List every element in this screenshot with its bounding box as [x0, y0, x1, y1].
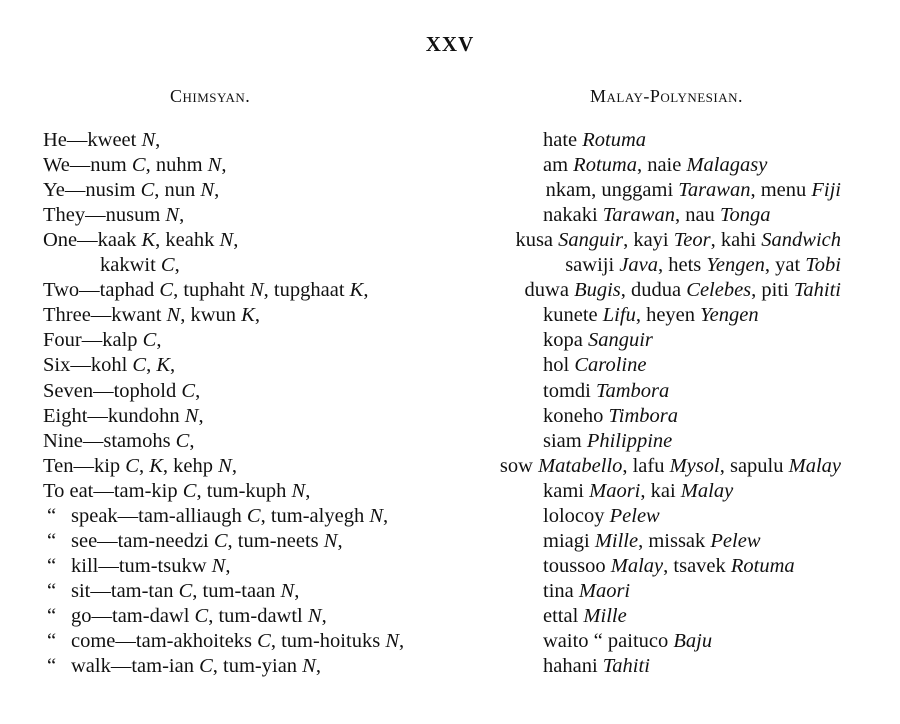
entry-text: , kai — [640, 479, 681, 502]
chimsyan-entry — [47, 504, 388, 529]
entry-text: , tum-dawtl — [208, 604, 308, 627]
chimsyan-entry — [47, 529, 343, 554]
entry-text: , kayi — [623, 229, 674, 252]
entry-text: walk—tam-ian — [71, 655, 200, 678]
chimsyan-entry — [43, 379, 200, 404]
source-abbrev: N — [302, 655, 316, 678]
entry-text: , keahk — [155, 229, 220, 252]
entry-text: go—tam-dawl — [71, 604, 195, 627]
ditto-mark: “ — [47, 630, 57, 652]
entry-text: kill—tum-tsukw — [71, 554, 212, 577]
malay-polynesian-entry — [543, 303, 759, 328]
entry-text: We—num — [43, 154, 132, 177]
malay-polynesian-entry — [543, 328, 653, 353]
source-abbrev: Mysol — [669, 454, 720, 477]
entry-text: , menu — [750, 179, 812, 202]
entry-text: siam — [543, 429, 587, 452]
source-abbrev: C — [194, 604, 209, 627]
entry-text: , — [179, 204, 185, 227]
source-abbrev: Malay — [610, 554, 664, 577]
source-abbrev: N — [307, 604, 322, 627]
entry-text: kami — [543, 479, 590, 502]
entry-text: , — [138, 454, 150, 477]
source-abbrev: N — [165, 204, 180, 227]
chimsyan-entry — [47, 554, 230, 579]
source-abbrev: C — [246, 504, 261, 527]
entry-text: Four—kalp — [43, 329, 143, 352]
source-abbrev: C — [159, 279, 174, 302]
entry-text: , — [214, 179, 220, 202]
entry-text: sawiji — [565, 254, 620, 277]
malay-polynesian-entry — [543, 128, 646, 153]
entry-text: tina — [543, 579, 579, 602]
source-abbrev: N — [280, 579, 295, 602]
entry-text: , — [254, 304, 260, 327]
source-abbrev: Celebes — [686, 279, 752, 302]
source-abbrev: Timbora — [608, 404, 678, 427]
entry-text: , hets — [657, 254, 707, 277]
entry-text: He—kweet — [43, 129, 142, 151]
chimsyan-entry — [47, 654, 321, 679]
entry-text: , — [189, 429, 195, 452]
entry-text: see—tam-needzi — [71, 529, 214, 552]
source-abbrev: C — [181, 379, 196, 402]
source-abbrev: Mille — [594, 529, 639, 552]
source-abbrev: C — [131, 154, 146, 177]
entry-text: , — [315, 655, 321, 678]
entry-text: , — [399, 630, 405, 652]
entry-text: Ten—kip — [43, 454, 126, 477]
source-abbrev: Tambora — [595, 379, 670, 402]
source-abbrev: N — [211, 554, 226, 577]
chimsyan-entry — [43, 479, 310, 504]
malay-polynesian-entry — [546, 178, 841, 203]
chimsyan-entry — [43, 128, 160, 153]
chimsyan-entry — [47, 629, 404, 654]
chimsyan-entry — [43, 228, 238, 253]
ditto-mark: “ — [47, 604, 57, 627]
entry-text: , lafu — [622, 454, 670, 477]
source-abbrev: Rotuma — [730, 554, 795, 577]
chimsyan-entry — [43, 353, 175, 378]
malay-polynesian-entry — [500, 454, 841, 479]
entry-text: miagi — [543, 529, 595, 552]
entry-text: , piti — [751, 279, 794, 302]
entry-text: duwa — [524, 279, 575, 302]
malay-polynesian-entry — [543, 554, 795, 579]
source-abbrev: Tahiti — [793, 279, 841, 302]
source-abbrev: Malagasy — [686, 154, 768, 177]
entry-text: , — [233, 229, 239, 252]
source-abbrev: Fiji — [811, 179, 841, 202]
source-abbrev: K — [156, 354, 171, 377]
entry-text: come—tam-akhoiteks — [71, 630, 258, 652]
entry-text: To eat—tam-kip — [43, 479, 183, 502]
source-abbrev: Rotuma — [573, 154, 637, 177]
source-abbrev: N — [385, 630, 399, 652]
entry-text: sit—tam-tan — [71, 579, 179, 602]
source-abbrev: Pelew — [710, 529, 761, 552]
source-abbrev: N — [166, 304, 181, 327]
entry-text: , — [294, 579, 300, 602]
column-header-chimsyan: Chimsyan. — [170, 86, 251, 106]
entry-text: , — [305, 479, 311, 502]
malay-polynesian-entry — [565, 253, 841, 278]
entry-text: , kahi — [710, 229, 762, 252]
entry-text: , — [221, 154, 227, 177]
source-abbrev: C — [178, 579, 193, 602]
source-abbrev: Sanguir — [587, 329, 653, 352]
malay-polynesian-entry — [525, 278, 841, 303]
entry-text: , sapulu — [719, 454, 789, 477]
entry-text: Seven—tophold — [43, 379, 182, 402]
source-abbrev: Matabello — [538, 454, 623, 477]
entry-text: , nun — [154, 179, 201, 202]
chimsyan-entry — [43, 153, 226, 178]
source-abbrev: Rotuma — [582, 129, 647, 151]
malay-polynesian-entry — [543, 379, 669, 404]
entry-text: , — [155, 129, 161, 151]
entry-text: , — [174, 254, 180, 277]
source-abbrev: Sandwich — [761, 229, 841, 252]
source-abbrev: C — [199, 655, 213, 678]
entry-text: sow — [499, 454, 539, 477]
entry-text: tomdi — [543, 379, 596, 402]
entry-text: , — [337, 529, 343, 552]
entry-text: toussoo — [543, 554, 611, 577]
entry-text: , — [363, 279, 369, 302]
source-abbrev: Bugis — [574, 279, 621, 302]
entry-text: , tsavek — [663, 554, 731, 577]
entry-text: , — [231, 454, 237, 477]
entry-text: , missak — [638, 529, 711, 552]
malay-polynesian-entry — [543, 579, 630, 604]
entry-text: kusa — [515, 229, 559, 252]
entry-text: , dudua — [620, 279, 687, 302]
source-abbrev: Tobi — [805, 254, 841, 277]
malay-polynesian-entry — [543, 353, 646, 378]
entry-text: Three—kwant — [43, 304, 167, 327]
entry-text: koneho — [543, 404, 609, 427]
entry-text: nkam, unggami — [545, 179, 679, 202]
source-abbrev: C — [182, 479, 197, 502]
source-abbrev: C — [125, 454, 139, 477]
source-abbrev: Tarawan — [602, 204, 675, 227]
ditto-mark: “ — [47, 655, 57, 678]
malay-polynesian-entry — [543, 404, 678, 429]
source-abbrev: K — [349, 279, 364, 302]
source-abbrev: C — [257, 630, 271, 652]
source-abbrev: Pelew — [609, 504, 660, 527]
chimsyan-entry — [43, 404, 204, 429]
chimsyan-entry — [43, 203, 184, 228]
entry-text: nakaki — [543, 204, 603, 227]
malay-polynesian-entry — [543, 429, 672, 454]
chimsyan-entry — [47, 579, 299, 604]
source-abbrev: Yengen — [706, 254, 765, 277]
source-abbrev: Tonga — [719, 204, 771, 227]
malay-polynesian-entry — [543, 479, 733, 504]
malay-polynesian-entry — [543, 529, 761, 554]
column-header-malay-polynesian: Malay-Polynesian. — [590, 86, 744, 106]
source-abbrev: Tarawan — [678, 179, 751, 202]
malay-polynesian-entry — [543, 654, 650, 679]
entry-text: am — [543, 154, 574, 177]
entry-text: , tuphaht — [173, 279, 250, 302]
source-abbrev: C — [132, 354, 147, 377]
source-abbrev: Malay — [788, 454, 841, 477]
entry-text: , — [195, 379, 201, 402]
source-abbrev: N — [291, 479, 306, 502]
entry-text: , — [383, 504, 389, 527]
source-abbrev: C — [160, 254, 175, 277]
entry-text: speak—tam-alliaugh — [71, 504, 247, 527]
malay-polynesian-entry — [515, 228, 841, 253]
entry-text: kopa — [543, 329, 588, 352]
source-abbrev: C — [142, 329, 157, 352]
malay-polynesian-entry — [543, 203, 770, 228]
entry-text: , heyen — [635, 304, 701, 327]
chimsyan-entry — [43, 429, 194, 454]
entry-text: Six—kohl — [43, 354, 133, 377]
source-abbrev: Lifu — [602, 304, 636, 327]
source-abbrev: Caroline — [574, 354, 647, 377]
source-abbrev: Maori — [589, 479, 641, 502]
entry-text: , — [321, 604, 327, 627]
entry-text: lolocoy — [543, 504, 610, 527]
source-abbrev: Tahiti — [602, 655, 650, 678]
entry-text: , naie — [636, 154, 687, 177]
malay-polynesian-entry — [543, 153, 767, 178]
source-abbrev: K — [241, 304, 255, 327]
entry-text: , kehp — [162, 454, 219, 477]
source-abbrev: Yengen — [700, 304, 759, 327]
entry-text: kakwit — [100, 254, 161, 277]
source-abbrev: N — [219, 229, 234, 252]
ditto-mark: “ — [47, 529, 57, 552]
entry-text: , nuhm — [145, 154, 208, 177]
source-abbrev: C — [213, 529, 228, 552]
ditto-mark: “ — [47, 579, 57, 602]
entry-text: , — [198, 404, 204, 427]
source-abbrev: Sanguir — [558, 229, 624, 252]
entry-text: Two—taphad — [43, 279, 160, 302]
entry-text: , — [225, 554, 231, 577]
entry-text: , tum-kuph — [196, 479, 292, 502]
page-number: XXV — [425, 32, 475, 56]
entry-text: waito “ paituco — [543, 630, 674, 652]
entry-text: , tupghaat — [263, 279, 350, 302]
entry-text: hate — [543, 129, 583, 151]
entry-text: Ye—nusim — [43, 179, 141, 202]
source-abbrev: N — [369, 504, 384, 527]
entry-text: , tum-yian — [212, 655, 303, 678]
entry-text: One—kaak — [43, 229, 142, 252]
entry-text: , — [170, 354, 176, 377]
malay-polynesian-entry — [543, 504, 660, 529]
source-abbrev: N — [184, 404, 199, 427]
source-abbrev: N — [207, 154, 222, 177]
source-abbrev: Malay — [680, 479, 734, 502]
source-abbrev: Philippine — [586, 429, 673, 452]
source-abbrev: K — [141, 229, 156, 252]
chimsyan-entry — [100, 253, 180, 278]
entry-text: Eight—kundohn — [43, 404, 185, 427]
entry-text: They—nusum — [43, 204, 166, 227]
chimsyan-entry — [43, 454, 237, 479]
entry-text: , tum-hoituks — [270, 630, 386, 652]
entry-text: hol — [543, 354, 575, 377]
entry-text: , tum-neets — [227, 529, 324, 552]
entry-text: ettal — [543, 604, 584, 627]
entry-text: , — [146, 354, 157, 377]
entry-text: hahani — [543, 655, 603, 678]
entry-text: , nau — [674, 204, 720, 227]
source-abbrev: C — [140, 179, 155, 202]
chimsyan-entry — [43, 278, 368, 303]
source-abbrev: Teor — [673, 229, 711, 252]
entry-text: Nine—stamohs — [43, 429, 176, 452]
source-abbrev: N — [323, 529, 338, 552]
source-abbrev: N — [218, 454, 232, 477]
malay-polynesian-entry — [543, 629, 712, 654]
entry-text: , kwun — [180, 304, 242, 327]
source-abbrev: N — [141, 129, 156, 151]
chimsyan-entry — [43, 328, 161, 353]
source-abbrev: Java — [619, 254, 658, 277]
entry-text: kunete — [543, 304, 603, 327]
entry-text: , tum-taan — [192, 579, 281, 602]
entry-text: , yat — [764, 254, 806, 277]
chimsyan-entry — [47, 604, 327, 629]
chimsyan-entry — [43, 303, 260, 328]
entry-text: , — [156, 329, 162, 352]
malay-polynesian-entry — [543, 604, 627, 629]
source-abbrev: N — [249, 279, 264, 302]
ditto-mark: “ — [47, 554, 57, 577]
chimsyan-entry — [43, 178, 219, 203]
entry-text: , tum-alyegh — [260, 504, 370, 527]
source-abbrev: Baju — [673, 630, 713, 652]
ditto-mark: “ — [47, 504, 57, 527]
source-abbrev: K — [149, 454, 163, 477]
source-abbrev: N — [200, 179, 215, 202]
source-abbrev: Mille — [583, 604, 627, 627]
source-abbrev: C — [175, 429, 190, 452]
source-abbrev: Maori — [578, 579, 631, 602]
